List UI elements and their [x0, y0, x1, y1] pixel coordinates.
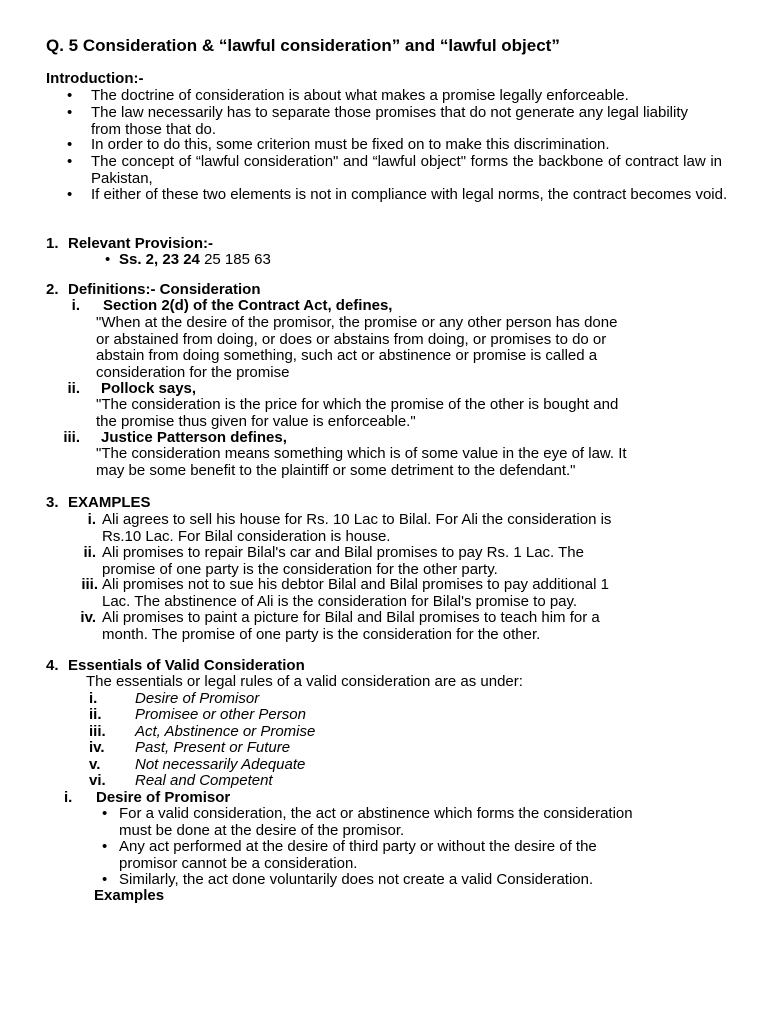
provision-sections — [119, 252, 271, 269]
example-line: Rs.10 Lac. For Bilal consideration is house. — [102, 527, 391, 545]
bullet-line: For a valid consideration, the act or abstinence which forms the consideration — [119, 805, 633, 822]
intro-bullet — [70, 187, 730, 204]
definition-number: i. — [71, 297, 80, 314]
definition-source: Section 2(d) of the Contract Act, defines, — [103, 297, 393, 314]
intro-bullet-text: • The concept of “lawful consideration" and “lawful object" forms the backbone of contract law in Pakistan, — [91, 153, 722, 187]
introduction-heading: Introduction:- — [46, 70, 144, 87]
bullet-line: Similarly, the act done voluntarily does not create a valid Consideration. — [119, 871, 594, 888]
bullet-dot: • — [102, 871, 108, 888]
quote-line: "The consideration means something which is of some value in the eye of law. It — [96, 445, 627, 462]
rule-text: Past, Present or Future — [135, 739, 291, 756]
definition-source: Justice Patterson defines, — [101, 429, 287, 446]
example-line: month. The promise of one party is the consideration for the other. — [102, 625, 541, 643]
intro-bullet-text: • The law necessarily has to separate those promises that do not generate any legal liability from those that do. — [91, 104, 689, 138]
rule-text: Not necessarily Adequate — [135, 756, 306, 773]
example-line: promise of one party is the consideration for the other party. — [102, 560, 498, 578]
bullet-line: must be done at the desire of the promisor. — [119, 821, 405, 839]
example-line: Ali agrees to sell his house for Rs. 10 Lac to Bilal. For Ali the consideration is — [102, 511, 612, 528]
desire-bullet-text — [119, 872, 739, 889]
rule-number: ii. — [89, 706, 102, 723]
quote-line: "When at the desire of the promisor, the promise or any other person has done — [96, 314, 618, 331]
example-line: Ali promises not to sue his debtor Bilal and Bilal promises to pay additional 1 — [102, 576, 609, 593]
rule-number: vi. — [89, 772, 106, 789]
quote-line: may be some benefit to the plaintiff or some detriment to the defendant." — [96, 461, 576, 479]
rule-number: v. — [89, 756, 101, 773]
rule-text: Real and Competent — [135, 772, 273, 789]
section-number: 3. — [46, 494, 59, 511]
relevant-provision-heading: Relevant Provision:- — [68, 235, 214, 252]
rule-number: i. — [89, 690, 98, 707]
examples-heading: EXAMPLES — [68, 494, 151, 511]
desire-bullet-text — [119, 839, 739, 872]
rule-number: iii. — [89, 723, 106, 740]
section-number: 2. — [46, 281, 59, 298]
examples-label: Examples — [94, 887, 165, 904]
desire-bullet-text — [119, 806, 739, 839]
definitions-heading: Definitions:- Consideration — [68, 281, 261, 298]
definition-quote — [96, 315, 716, 381]
bullet-dot: • — [102, 838, 108, 855]
quote-line: the promise thus given for value is enforceable." — [96, 412, 416, 430]
definition-number: ii. — [67, 380, 80, 397]
rule-text: Act, Abstinence or Promise — [135, 723, 316, 740]
essentials-heading: Essentials of Valid Consideration — [68, 657, 305, 674]
definition-number: iii. — [63, 429, 80, 446]
provision-sections-bold: Ss. 2, 23 24 — [119, 251, 200, 268]
example-text — [102, 577, 722, 610]
example-number: iii. — [81, 576, 98, 593]
example-line: Ali promises to paint a picture for Bilal and Bilal promises to teach him for a — [102, 609, 600, 626]
rule-text: Promisee or other Person — [135, 706, 306, 723]
rule-text: Desire of Promisor — [135, 690, 260, 707]
quote-line: or abstained from doing, or does or abstains from doing, or promises to do or — [96, 330, 607, 348]
provision-sections-rest: 25 185 63 — [199, 251, 271, 268]
section-number: 4. — [46, 657, 59, 674]
definition-quote — [96, 446, 726, 479]
page-title: Q. 5 Consideration & “lawful consideration” and “lawful object” — [46, 36, 560, 55]
intro-bullet-text: • In order to do this, some criterion must be fixed on to make this discrimination. — [91, 136, 610, 153]
example-text — [102, 512, 722, 545]
example-text — [102, 545, 722, 578]
intro-bullet — [70, 105, 710, 138]
intro-bullet-text: • The doctrine of consideration is about what makes a promise legally enforceable. — [91, 87, 629, 104]
definition-quote — [96, 397, 726, 430]
desire-of-promisor-heading: Desire of Promisor — [96, 789, 231, 806]
essentials-intro: The essentials or legal rules of a valid consideration are as under: — [86, 673, 523, 690]
rule-number: iv. — [89, 739, 105, 756]
example-number: iv. — [80, 609, 96, 626]
example-number: i. — [87, 511, 96, 528]
intro-bullet — [70, 137, 730, 154]
section-number: 1. — [46, 235, 59, 252]
intro-bullet-text: • If either of these two elements is not in compliance with legal norms, the contract becomes void. — [91, 186, 728, 203]
quote-line: abstain from doing something, such act or abstinence or promise is called a — [96, 347, 598, 364]
quote-line: "The consideration is the price for which the promise of the other is bought and — [96, 396, 619, 413]
intro-bullet — [70, 154, 722, 187]
bullet-dot: • — [102, 805, 108, 822]
example-number: ii. — [83, 544, 96, 561]
definition-source: Pollock says, — [101, 380, 197, 397]
quote-line: consideration for the promise — [96, 363, 290, 381]
bullet-line: Any act performed at the desire of third party or without the desire of the — [119, 838, 597, 855]
example-text — [102, 610, 722, 643]
example-line: Ali promises to repair Bilal's car and Bilal promises to pay Rs. 1 Lac. The — [102, 544, 584, 561]
subsection-number: i. — [64, 789, 73, 806]
example-line: Lac. The abstinence of Ali is the consideration for Bilal's promise to pay. — [102, 592, 578, 610]
bullet-line: promisor cannot be a consideration. — [119, 854, 358, 872]
intro-bullet — [70, 88, 730, 105]
bullet-dot: • — [105, 251, 111, 268]
